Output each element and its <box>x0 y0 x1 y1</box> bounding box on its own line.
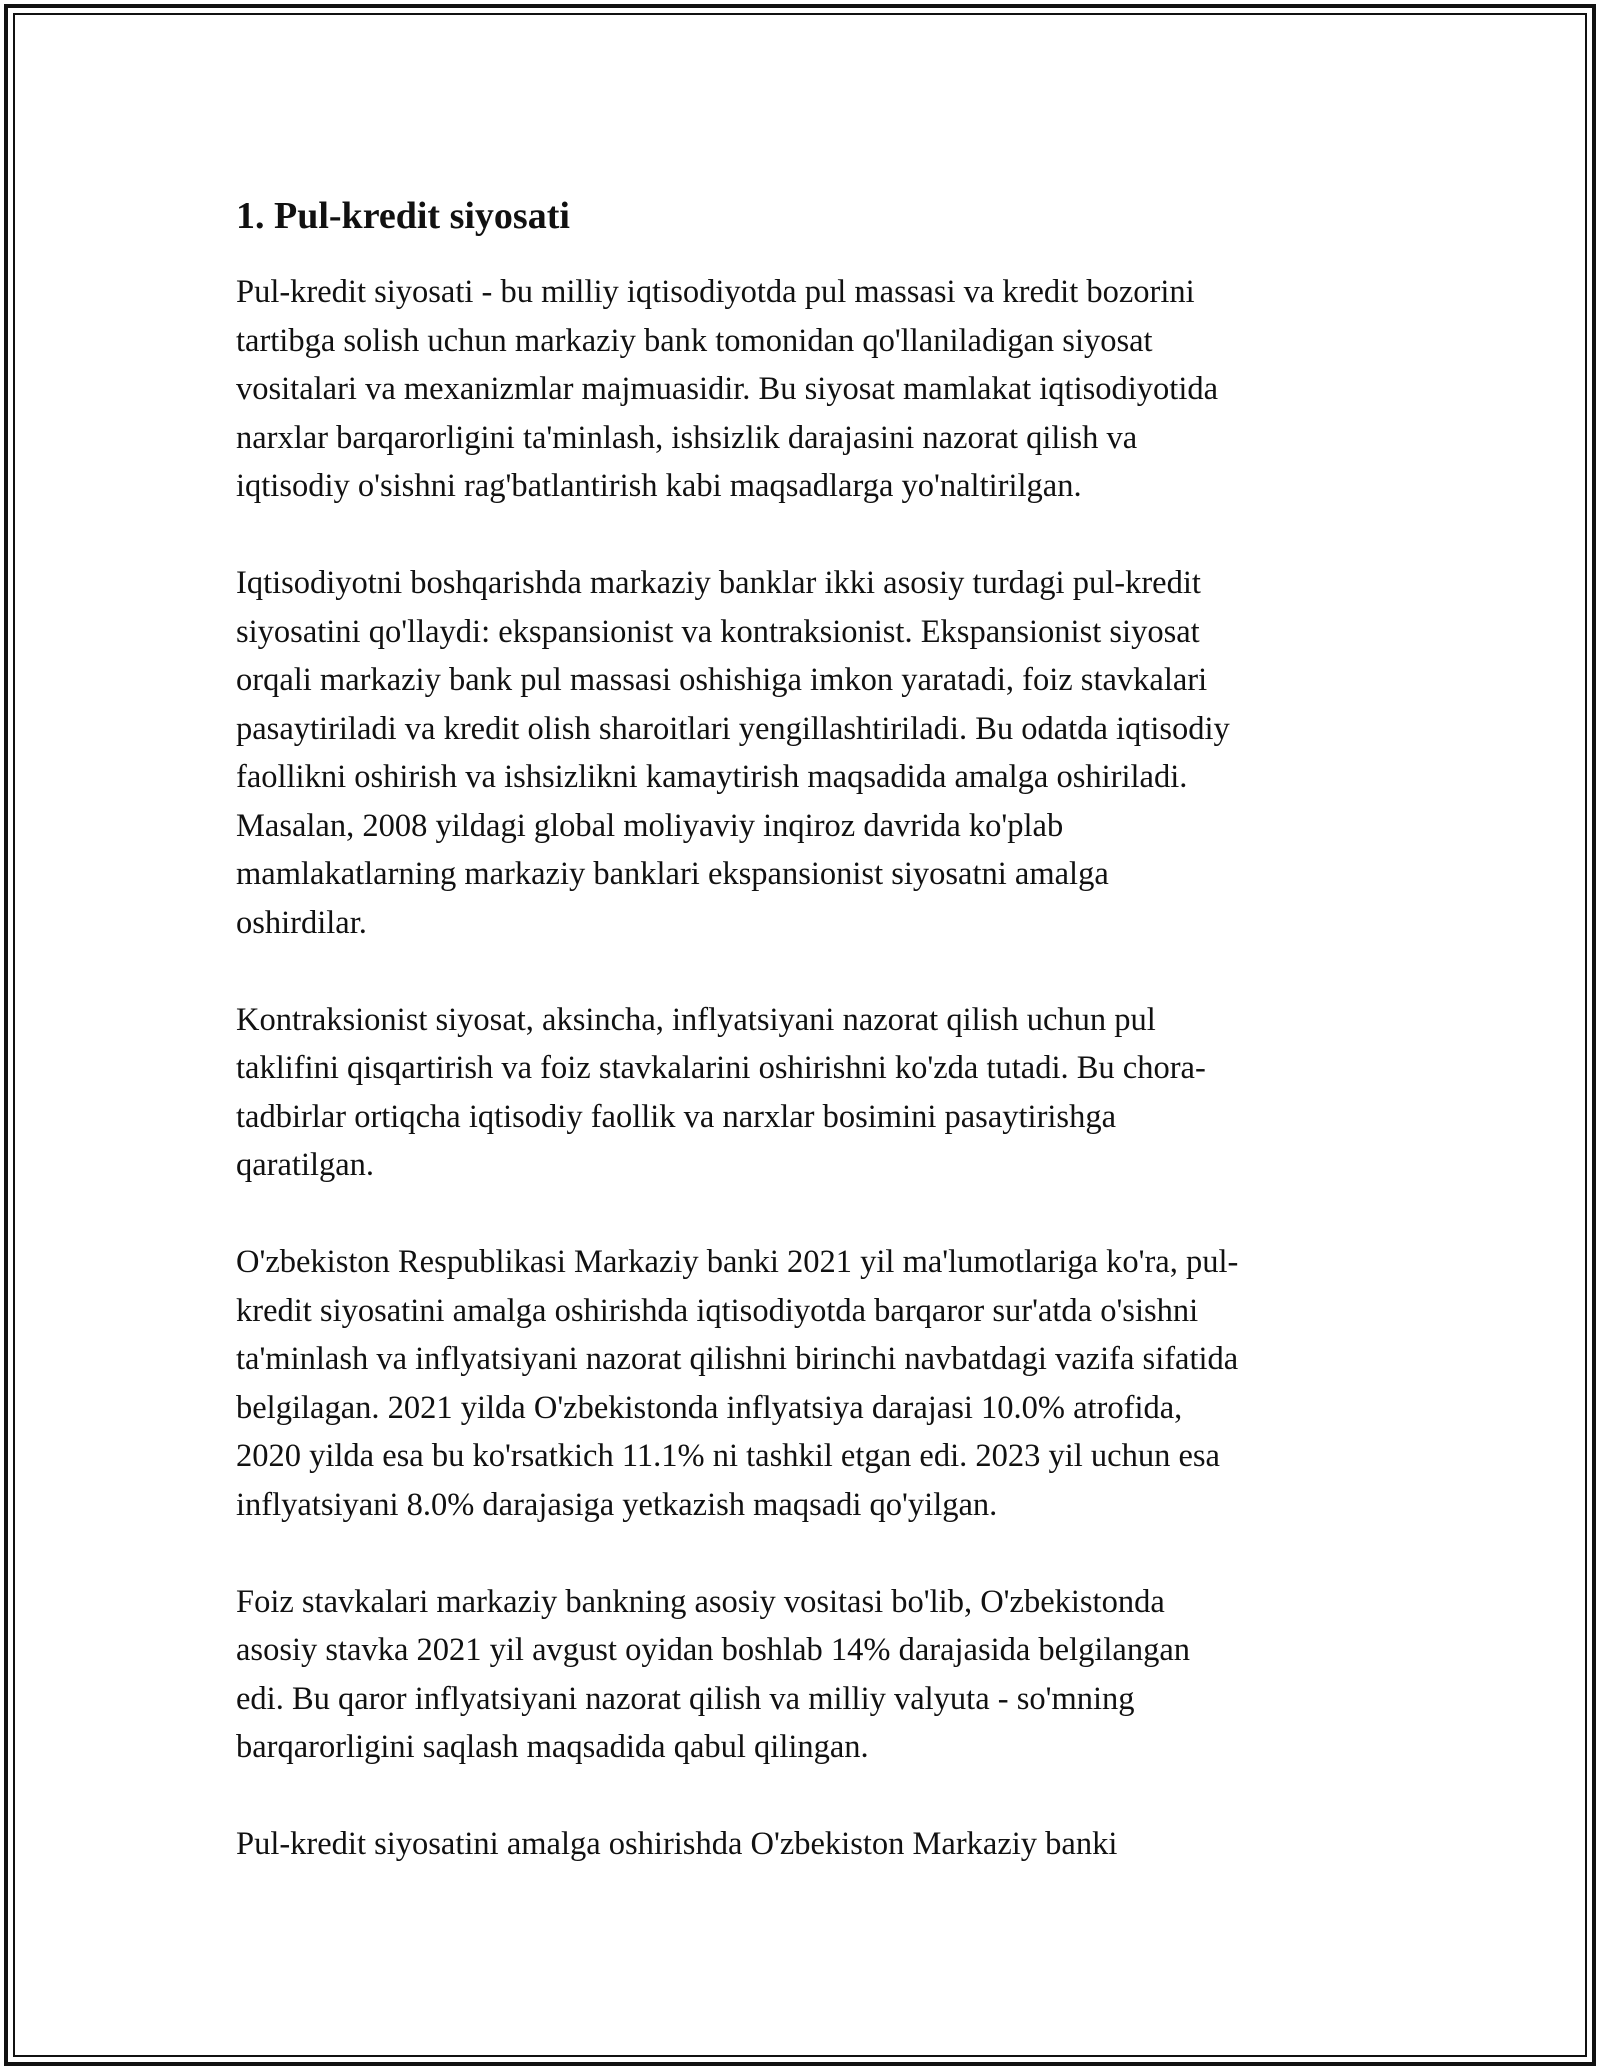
text-line: tadbirlar ortiqcha iqtisodiy faollik va narxlar bosimini pasaytirishga <box>236 1098 1116 1135</box>
text-line: kredit siyosatini amalga oshirishda iqtisodiyotda barqaror sur'atda o'sishni <box>236 1292 1199 1329</box>
text-line: pasaytiriladi va kredit olish sharoitlari yengillashtiriladi. Bu odatda iqtisodiy <box>236 710 1230 747</box>
paragraph-interest-rates <box>236 1578 1376 1772</box>
text-line: vositalari va mexanizmlar majmuasidir. Bu siyosat mamlakat iqtisodiyotida <box>236 371 1219 407</box>
text-line: taklifini qisqartirish va foiz stavkalarini oshirishni ko'zda tutadi. Bu chora- <box>236 1050 1206 1086</box>
text-line: narxlar barqarorligini ta'minlash, ishsizlik darajasini nazorat qilish va <box>236 419 1138 456</box>
paragraph-contractionary <box>236 996 1376 1190</box>
paragraph-policy-types <box>236 559 1376 947</box>
text-line: asosiy stavka 2021 yil avgust oyidan boshlab 14% darajasida belgilangan <box>236 1632 1191 1668</box>
text-line: siyosatini qo'llaydi: ekspansionist va kontraksionist. Ekspansionist siyosat <box>236 613 1200 650</box>
text-line: Iqtisodiyotni boshqarishda markaziy banklar ikki asosiy turdagi pul-kredit <box>236 565 1201 601</box>
document-body <box>236 180 1376 1917</box>
text-line: orqali markaziy bank pul massasi oshishiga imkon yaratadi, foiz stavkalari <box>236 662 1208 698</box>
paragraph-definition <box>236 268 1376 511</box>
text-line: mamlakatlarning markaziy banklari ekspansionist siyosatni amalga <box>236 856 1109 892</box>
text-line: Pul-kredit siyosati - bu milliy iqtisodiyotda pul massasi va kredit bozorini <box>236 274 1195 310</box>
text-line: iqtisodiy o'sishni rag'batlantirish kabi maqsadlarga yo'naltirilgan. <box>236 468 1082 504</box>
text-line: oshirdilar. <box>236 904 367 941</box>
text-line: edi. Bu qaror inflyatsiyani nazorat qilish va milliy valyuta - so'mning <box>236 1680 1135 1717</box>
text-line: Masalan, 2008 yildagi global moliyaviy inqiroz davrida ko'plab <box>236 807 1064 844</box>
text-line: 2020 yilda esa bu ko'rsatkich 11.1% ni tashkil etgan edi. 2023 yil uchun esa <box>236 1438 1220 1474</box>
text-line: Foiz stavkalari markaziy bankning asosiy vositasi bo'lib, O'zbekistonda <box>236 1583 1165 1620</box>
section-heading: 1. Pul-kredit siyosati <box>236 195 570 237</box>
text-line: Pul-kredit siyosatini amalga oshirishda O'zbekiston Markaziy banki <box>236 1826 1118 1862</box>
paragraph-uzbekistan-inflation <box>236 1238 1376 1529</box>
text-line: faollikni oshirish va ishsizlikni kamaytirish maqsadida amalga oshiriladi. <box>236 759 1188 795</box>
text-line: ta'minlash va inflyatsiyani nazorat qilishni birinchi navbatdagi vazifa sifatida <box>236 1341 1239 1377</box>
text-line: tartibga solish uchun markaziy bank tomonidan qo'llaniladigan siyosat <box>236 322 1153 359</box>
paragraph-continuation <box>236 1820 1376 1869</box>
text-line: O'zbekiston Respublikasi Markaziy banki 2021 yil ma'lumotlariga ko'ra, pul- <box>236 1244 1239 1280</box>
text-line: inflyatsiyani 8.0% darajasiga yetkazish maqsadi qo'yilgan. <box>236 1486 998 1523</box>
text-line: Kontraksionist siyosat, aksincha, inflyatsiyani nazorat qilish uchun pul <box>236 1001 1156 1038</box>
text-line: belgilagan. 2021 yilda O'zbekistonda inflyatsiya darajasi 10.0% atrofida, <box>236 1389 1183 1426</box>
text-line: barqarorligini saqlash maqsadida qabul qilingan. <box>236 1729 869 1765</box>
text-line: qaratilgan. <box>236 1147 375 1183</box>
